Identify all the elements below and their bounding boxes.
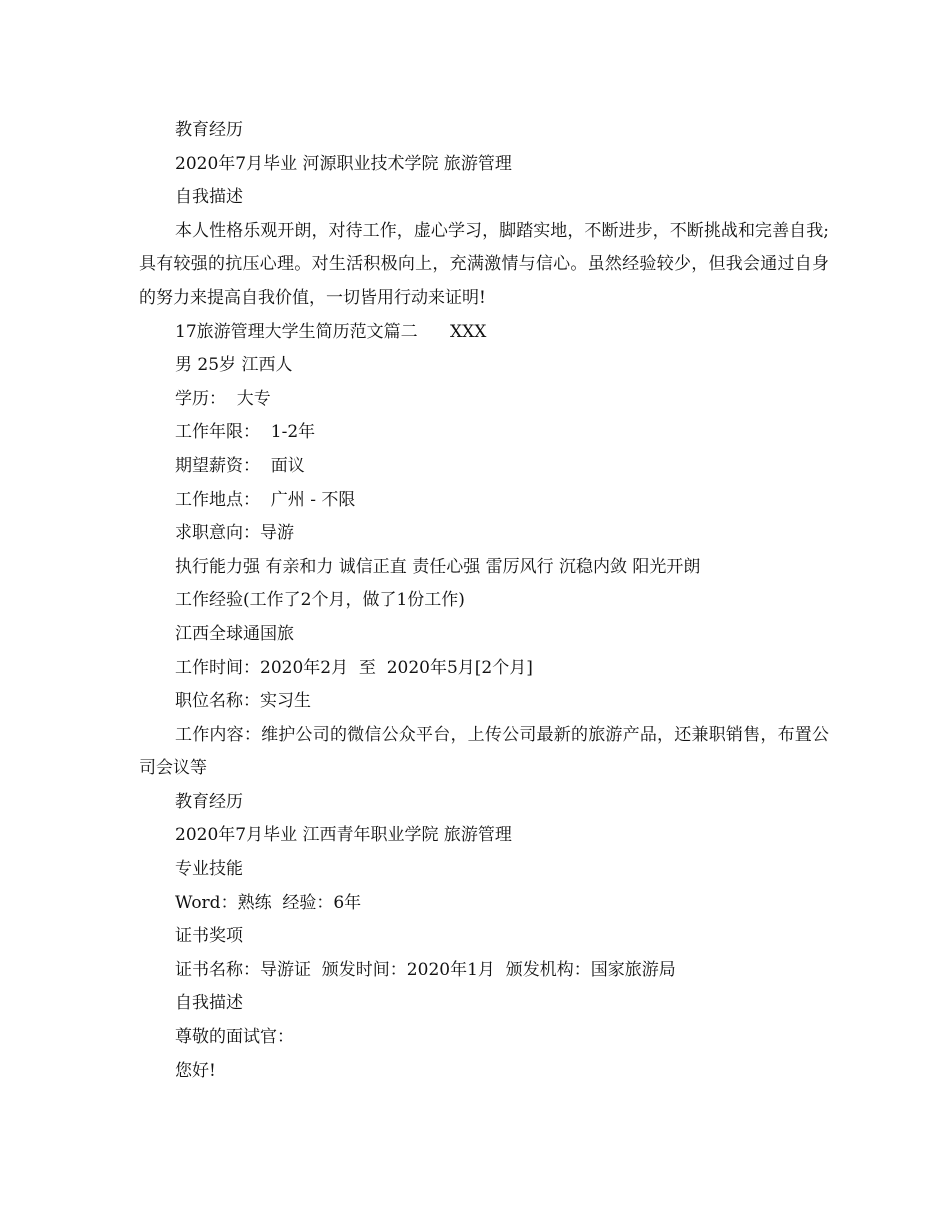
- section-heading-self-description: 自我描述: [175, 187, 243, 208]
- section-heading-certificates: 证书奖项: [175, 926, 243, 947]
- certificate-entry: 证书名称：导游证 颁发时间：2020年1月 颁发机构：国家旅游局: [175, 959, 676, 980]
- document-body: [139, 114, 829, 1088]
- letter-salutation: 尊敬的面试官：: [175, 1027, 294, 1048]
- self-description-paragraph: 本人性格乐观开朗，对待工作，虚心学习，脚踏实地，不断进步，不断挑战和完善自我;具有较强的抗压心理。对生活积极向上，充满激情与信心。虽然经验较少，但我会通过自身的努力来提高自我价值，一切皆用行动来证明!: [139, 220, 829, 308]
- position-title: 职位名称：实习生: [175, 691, 311, 712]
- section-heading-education: 教育经历: [175, 120, 243, 140]
- job-intention: 求职意向：导游: [175, 523, 294, 544]
- education-entry-2: 2020年7月毕业 江西青年职业学院 旅游管理: [175, 825, 512, 846]
- expected-salary: 期望薪资： 面议: [175, 455, 305, 476]
- section-heading-self-description-2: 自我描述: [175, 993, 243, 1014]
- personal-tags: 执行能力强 有亲和力 诚信正直 责任心强 雷厉风行 沉稳内敛 阳光开朗: [175, 556, 701, 577]
- section-heading-work-experience: 工作经验(工作了2个月，做了1份工作): [175, 590, 465, 611]
- company-name: 江西全球通国旅: [175, 623, 294, 644]
- personal-info: 男 25岁 江西人: [175, 355, 293, 376]
- education-entry: 2020年7月毕业 河源职业技术学院 旅游管理: [175, 153, 512, 174]
- skill-entry: Word：熟练 经验：6年: [175, 892, 362, 913]
- section-heading-education-2: 教育经历: [175, 791, 243, 812]
- work-years: 工作年限： 1-2年: [175, 422, 316, 443]
- letter-greeting: 您好!: [175, 1060, 216, 1081]
- work-location: 工作地点： 广州 - 不限: [175, 489, 356, 510]
- education-level: 学历： 大专: [175, 388, 271, 409]
- section-heading-skills: 专业技能: [175, 859, 243, 880]
- resume-title: 17旅游管理大学生简历范文篇二 XXX: [175, 321, 487, 342]
- work-period: 工作时间：2020年2月 至 2020年5月[2个月]: [175, 657, 533, 678]
- work-content-paragraph: 工作内容：维护公司的微信公众平台，上传公司最新的旅游产品，还兼职销售，布置公司会议等: [139, 724, 829, 779]
